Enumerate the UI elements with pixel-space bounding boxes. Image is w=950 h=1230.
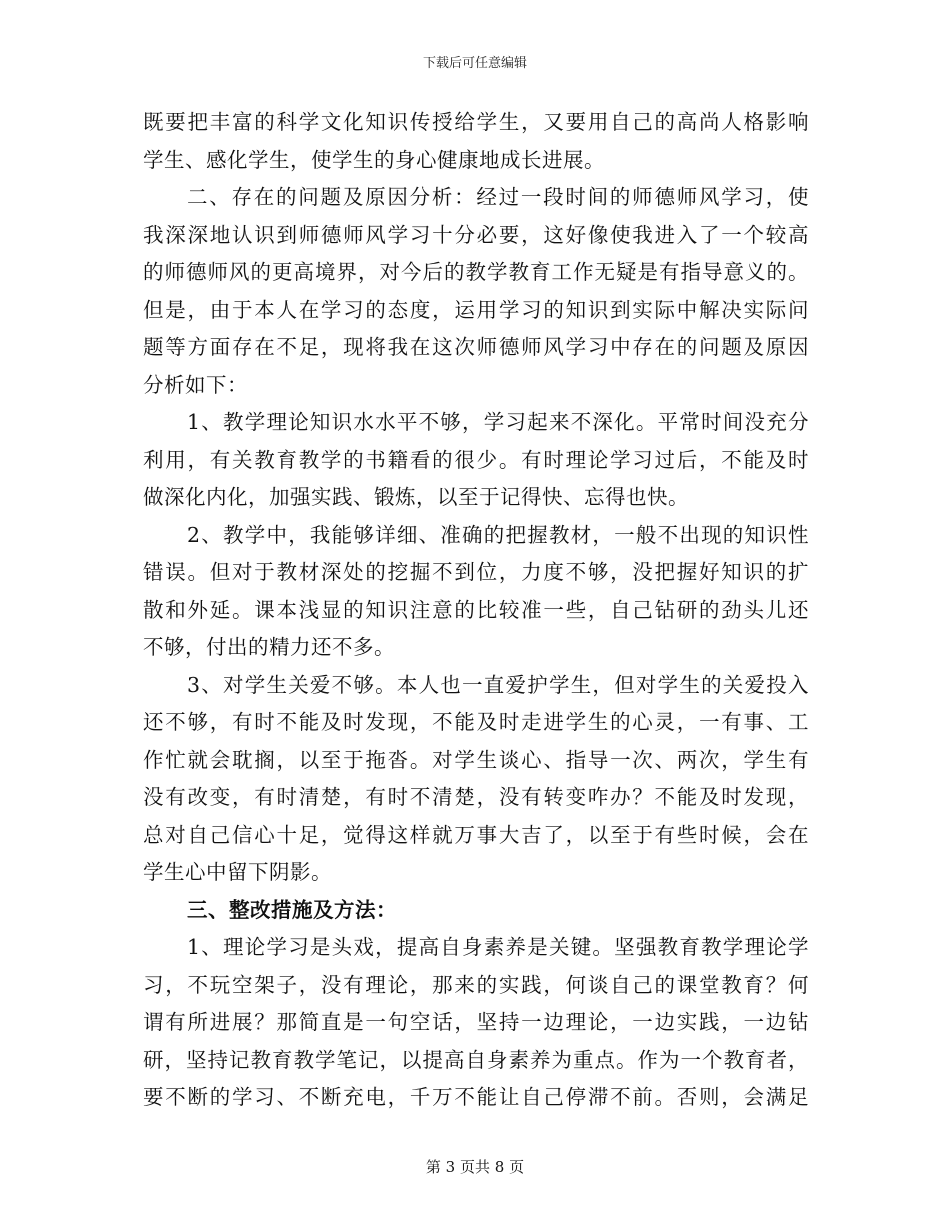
text-line: 1、教学理论知识水水平不够，学习起来不深化。平常时间没充分: [187, 410, 809, 434]
text-line: 分析如下：: [143, 372, 248, 397]
document-body: [143, 104, 809, 1117]
text-line: 研，坚持记教育教学笔记，以提高自身素养为重点。作为一个教育者，: [143, 1047, 809, 1072]
text-line: 习，不玩空架子，没有理论，那来的实践，何谈自己的课堂教育？何: [143, 972, 809, 997]
text-line: 谓有所进展？那简直是一句空话，坚持一边理论，一边实践，一边钻: [143, 1010, 809, 1034]
text-line: 总对自己信心十足，觉得这样就万事大吉了，以至于有些时候，会在: [143, 822, 809, 847]
page-number: 第 3 页共 8 页: [425, 1158, 525, 1176]
text-line: 题等方面存在不足，现将我在这次师德师风学习中存在的问题及原因: [143, 335, 809, 359]
section-heading: 三、整改措施及方法：: [187, 897, 397, 922]
text-line: 1、理论学习是头戏，提高自身素养是关键。坚强教育教学理论学: [187, 935, 809, 959]
text-line: 要不断的学习、不断充电，千万不能让自己停滞不前。否则，会满足: [143, 1085, 809, 1109]
text-line: 不够，付出的精力还不多。: [143, 635, 395, 659]
text-line: 利用，有关教育教学的书籍看的很少。有时理论学习过后，不能及时: [143, 447, 809, 472]
text-line: 既要把丰富的科学文化知识传授给学生，又要用自己的高尚人格影响: [143, 110, 809, 134]
text-line: 错误。但对于教材深处的挖掘不到位，力度不够，没把握好知识的扩: [143, 560, 809, 584]
text-line: 学生、感化学生，使学生的身心健康地成长进展。: [143, 147, 605, 172]
text-line: 的师德师风的更高境界，对今后的教学教育工作无疑是有指导意义的。: [143, 260, 809, 284]
text-line: 我深深地认识到师德师风学习十分必要，这好像使我进入了一个较高: [143, 222, 809, 247]
text-line: 学生心中留下阴影。: [143, 860, 332, 884]
text-line: 二、存在的问题及原因分析：经过一段时间的师德师风学习，使: [187, 185, 809, 209]
header-note: 下载后可任意编辑: [422, 56, 527, 71]
text-line: 没有改变，有时清楚，有时不清楚，没有转变咋办？不能及时发现，: [143, 785, 809, 809]
text-line: 作忙就会耽搁，以至于拖沓。对学生谈心、指导一次、两次，学生有: [143, 747, 809, 772]
text-line: 散和外延。课本浅显的知识注意的比较准一些，自己钻研的劲头儿还: [143, 597, 809, 622]
text-line: 做深化内化，加强实践、锻炼，以至于记得快、忘得也快。: [143, 485, 689, 509]
text-line: 3、对学生关爱不够。本人也一直爱护学生，但对学生的关爱投入: [187, 672, 809, 697]
text-line: 还不够，有时不能及时发现，不能及时走进学生的心灵，一有事、工: [143, 710, 809, 734]
text-line: 但是，由于本人在学习的态度，运用学习的知识到实际中解决实际问: [143, 297, 809, 322]
text-line: 2、教学中，我能够详细、准确的把握教材，一般不出现的知识性: [187, 522, 809, 547]
